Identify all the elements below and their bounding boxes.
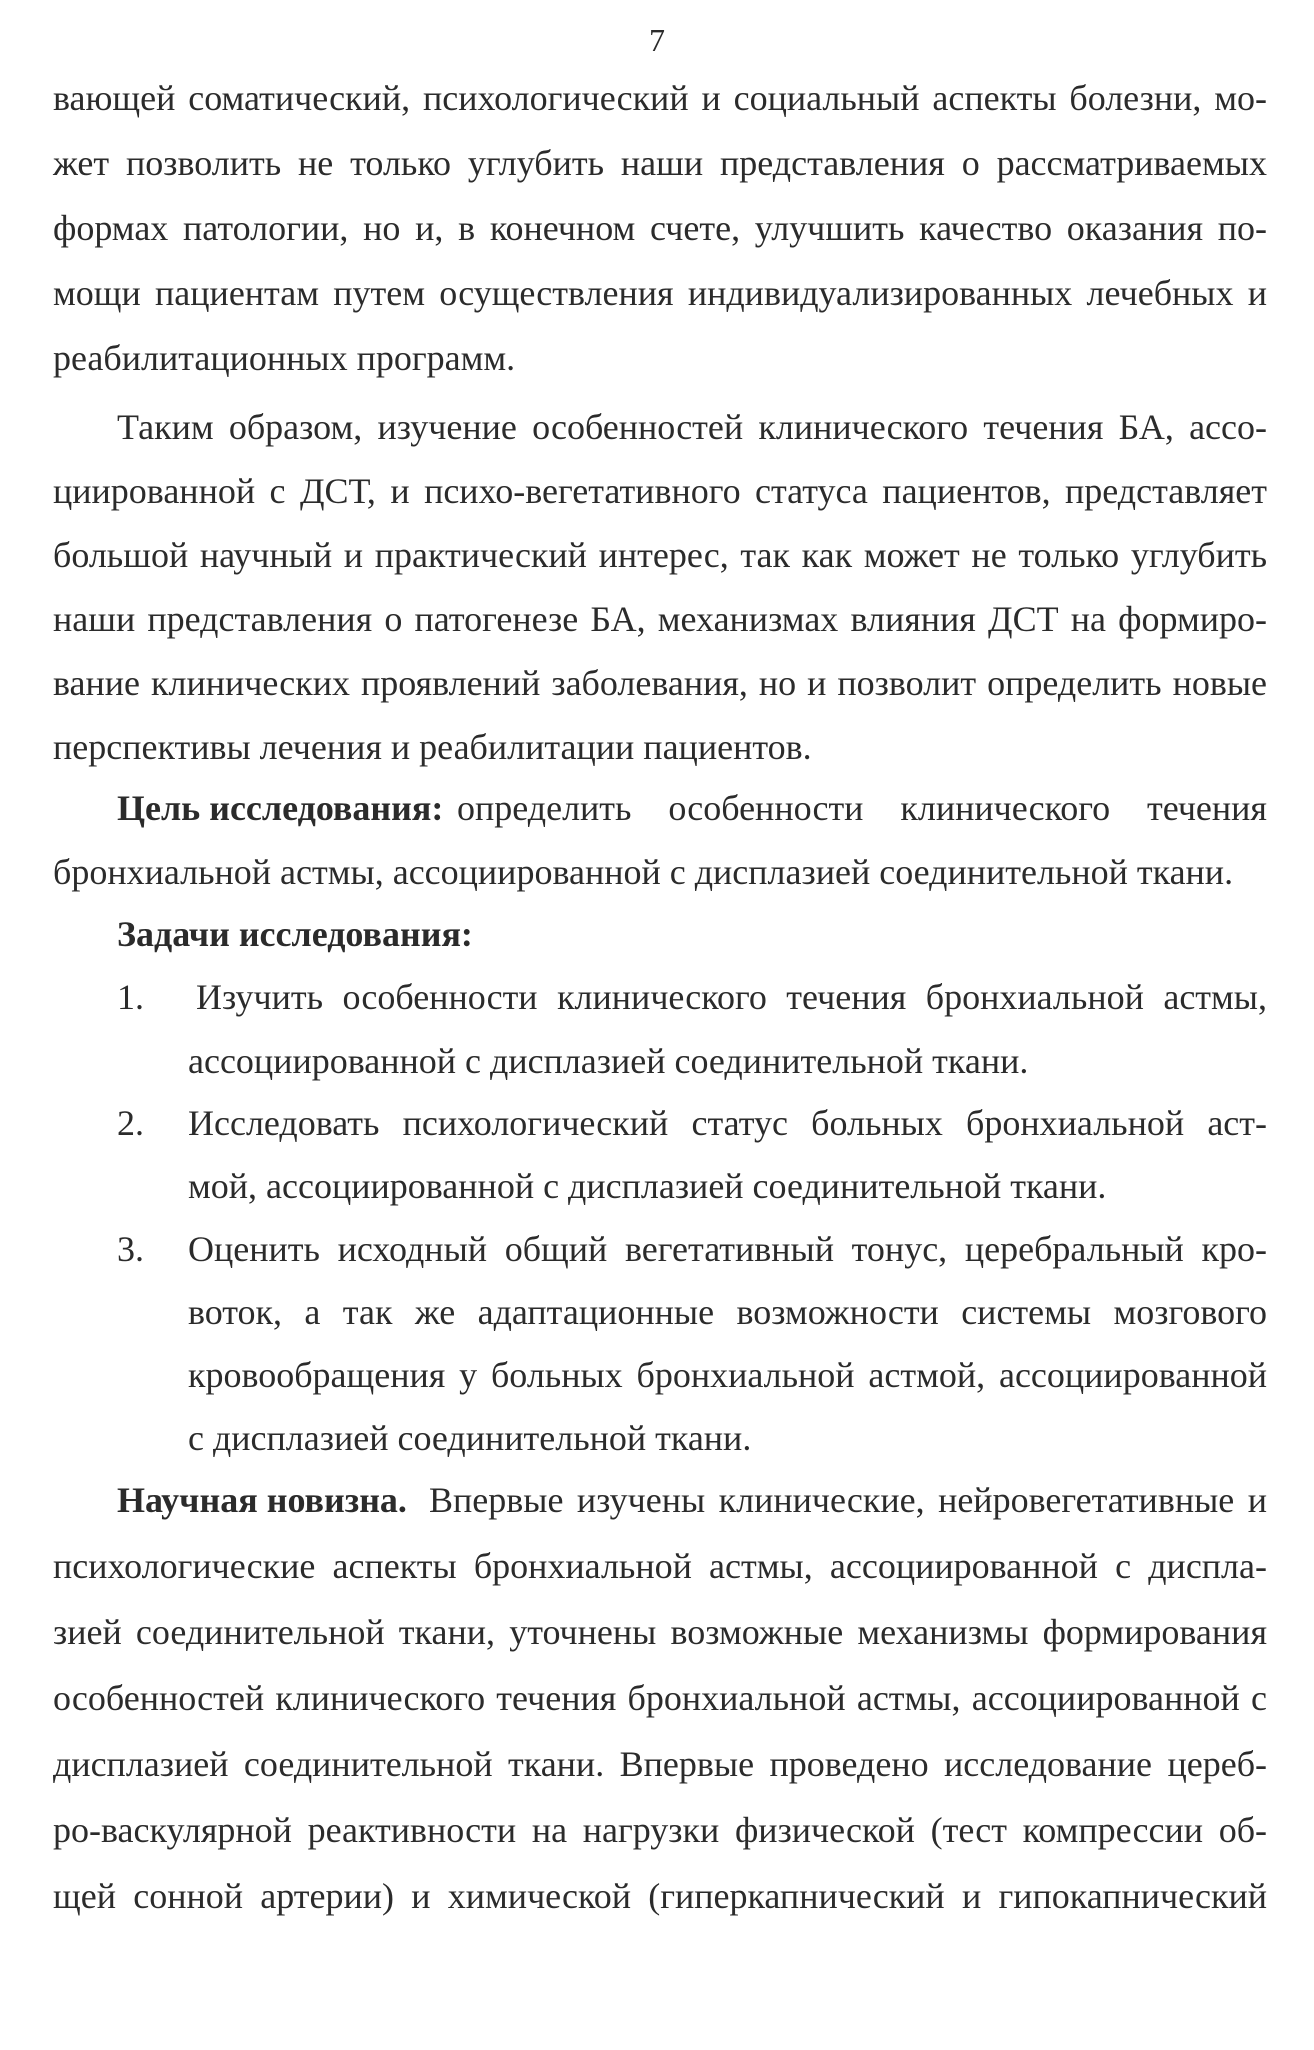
text-line: вание клинических проявлений заболевания, но и позволит определить новые [53,663,1267,703]
text-line: Оценить исходный общий вегетативный тонус, церебральный кро- [188,1229,1267,1269]
text-line: наши представления о патогенезе БА, механизмах влияния ДСТ на формиро- [53,599,1267,639]
novelty-text: Впервые изучены клинические, нейровегетативные и [429,1480,1267,1520]
text-line: мой, ассоциированной с дисплазией соединительной ткани. [188,1166,1107,1206]
text-line: щей сонной артерии) и химической (гиперкапнический и гипокапнический [53,1876,1267,1916]
text-line: с дисплазией соединительной ткани. [188,1418,752,1458]
text-line: бронхиальной астмы, ассоциированной с дисплазией соединительной ткани. [53,852,1234,892]
task-number: 1. [117,977,144,1017]
tasks-heading: Задачи исследования: [117,914,473,954]
goal-text: определить особенности клинического течения [457,788,1267,828]
goal-label: Цель исследования: [117,788,444,828]
text-line: психологические аспекты бронхиальной астмы, ассоциированной с диспла- [53,1546,1267,1586]
novelty-label: Научная новизна. [117,1480,407,1520]
text-line: ассоциированной с дисплазией соединительной ткани. [188,1041,1029,1081]
text-line: циированной с ДСТ, и психо-вегетативного статуса пациентов, представляет [53,471,1267,511]
text-line: перспективы лечения и реабилитации пациентов. [53,727,812,767]
text-line: жет позволить не только углубить наши представления о рассматриваемых [53,143,1267,183]
goal-line [117,788,1267,828]
task-number: 3. [117,1229,144,1269]
page-number: 7 [649,22,665,58]
text-line: мощи пациентам путем осуществления индивидуализированных лечебных и [53,273,1267,313]
text-line: вающей соматический, психологический и социальный аспекты болезни, мо- [53,78,1267,118]
text-line: зией соединительной ткани, уточнены возможные механизмы формирования [53,1612,1267,1652]
text-line: Исследовать психологический статус больных бронхиальной аст- [188,1103,1267,1143]
novelty-line [117,1480,1267,1520]
text-line: дисплазией соединительной ткани. Впервые проведено исследование цереб- [53,1744,1267,1784]
text-line: особенностей клинического течения бронхиальной астмы, ассоциированной с [53,1678,1267,1718]
text-line: кровообращения у больных бронхиальной астмой, ассоциированной [188,1355,1267,1395]
text-line: Таким образом, изучение особенностей клинического течения БА, ассо- [117,407,1267,447]
task-number: 2. [117,1103,144,1143]
text-line: реабилитационных программ. [53,338,516,378]
text-line: Изучить особенности клинического течения бронхиальной астмы, [196,977,1267,1017]
text-line: ро-васкулярной реактивности на нагрузки физической (тест компрессии об- [53,1810,1267,1850]
text-line: большой научный и практический интерес, так как может не только углубить [53,535,1267,575]
text-line: воток, а так же адаптационные возможности системы мозгового [188,1292,1267,1332]
text-line: формах патологии, но и, в конечном счете, улучшить качество оказания по- [53,208,1267,248]
